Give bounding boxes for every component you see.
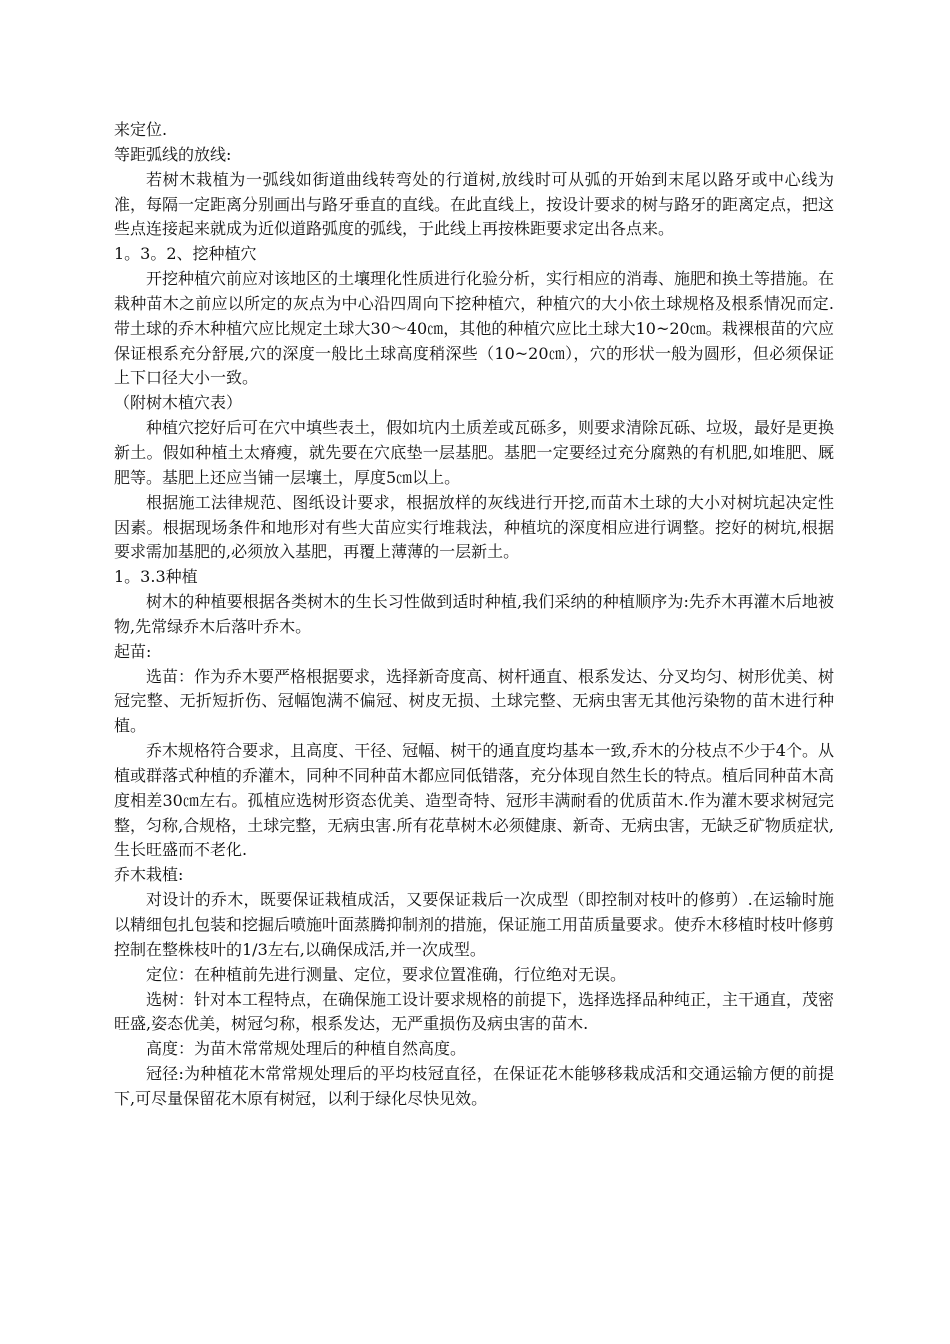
paragraph-excavation-rules: 根据施工法律规范、图纸设计要求，根据放样的灰线进行开挖,而苗木土球的大小对树坑起决定性因素。根据现场条件和地形对有些大苗应实行堆栽法，种植坑的深度相应进行调整。挖好的树坑,根据要求需加基肥的,必须放入基肥，再覆上薄薄的一层新土。 <box>114 492 834 562</box>
note-pit-table: （附树木植穴表） <box>114 393 243 413</box>
paragraph-tree-planting: 对设计的乔木，既要保证栽植成活，又要保证栽后一次成型（即控制对枝叶的修剪）.在运输时施以精细包扎包装和挖掘后喷施叶面蒸腾抑制剂的措施，保证施工用苗质量要求。使乔木移植时枝叶修剪控制在整株枝叶的1/3左右,以确保成活,并一次成型。 <box>114 890 835 959</box>
paragraph-continuation: 来定位. <box>114 120 168 139</box>
paragraph-seedling-selection: 选苗：作为乔木要严格根据要求，选择新奇度高、树杆通直、根系发达、分叉均匀、树形优美、树冠完整、无折短折伤、冠幅饱满不偏冠、树皮无损、土球完整、无病虫害无其他污染物的苗木进行种植。 <box>114 666 835 736</box>
paragraph-height: 高度：为苗木常常规处理后的种植自然高度。 <box>146 1039 467 1059</box>
paragraph-tree-selection: 选树：针对本工程特点，在确保施工设计要求规格的前提下，选择选择品种纯正，主干通直，茂密旺盛,姿态优美，树冠匀称，根系发达，无严重损伤及病虫害的苗木. <box>114 989 835 1034</box>
subheading-tree-planting: 乔木栽植: <box>114 865 184 885</box>
paragraph-dig-pits: 开挖种植穴前应对该地区的土壤理化性质进行化验分析，实行相应的消毒、施肥和换土等措施。在栽种苗木之前应以所定的灰点为中心沿四周向下挖种植穴，种植穴的大小依土球规格及根系情况而定.带土球的乔木种植穴应比规定土球大30～40㎝，其他的种植穴应比土球大10~20㎝。栽裸根苗的穴应保证根系充分舒展,穴的深度一般比土球高度稍深些（10~20㎝），穴的形状一般为圆形，但必须保证上下口径大小一致。 <box>114 269 835 388</box>
paragraph-arc-layout: 若树木栽植为一弧线如街道曲线转弯处的行道树,放线时可从弧的开始到末尾以路牙或中心线为准，每隔一定距离分别画出与路牙垂直的直线。在此直线上，按设计要求的树与路牙的距离定点，把这些点连接起来就成为近似道路弧度的弧线，于此线上再按株距要求定出各点来。 <box>114 169 835 239</box>
paragraph-planting-order: 树木的种植要根据各类树木的生长习性做到适时种植,我们采纳的种植顺序为:先乔木再灌木后地被物,先常绿乔木后落叶乔木。 <box>114 592 834 636</box>
subheading-arc-layout: 等距弧线的放线: <box>114 144 232 164</box>
paragraph-positioning: 定位：在种植前先进行测量、定位，要求位置准确，行位绝对无误。 <box>146 964 627 984</box>
document-page <box>114 118 834 1112</box>
paragraph-pit-soil: 种植穴挖好后可在穴中填些表土，假如坑内土质差或瓦砾多，则要求清除瓦砾、垃圾，最好是更换新土。假如种植土太瘠瘦，就先要在穴底垫一层基肥。基肥一定要经过充分腐熟的有机肥,如堆肥、厩肥等。基肥上还应当铺一层壤土，厚度5㎝以上。 <box>114 418 835 487</box>
paragraph-tree-specs: 乔木规格符合要求，且高度、干径、冠幅、树干的通直度均基本一致,乔木的分枝点不少于4个。从植或群落式种植的乔灌木，同种不同种苗木都应同低错落，充分体现自然生长的特点。植后同种苗木高度相差30㎝左右。孤植应选树形资态优美、造型奇特、冠形丰满耐看的优质苗木.作为灌木要求树冠完整，匀称,合规格，土球完整，无病虫害.所有花草树木必须健康、新奇、无病虫害，无缺乏矿物质症状,生长旺盛而不老化. <box>114 741 835 860</box>
section-heading-dig-pits: 1。3。2、挖种植穴 <box>114 244 257 264</box>
section-heading-planting: 1。3.3种植 <box>114 567 198 587</box>
subheading-lifting: 起苗: <box>114 641 152 661</box>
paragraph-crown-diameter: 冠径:为种植花木常常规处理后的平均枝冠直径，在保证花木能够移栽成活和交通运输方便的前提下,可尽量保留花木原有树冠，以利于绿化尽快见效。 <box>114 1064 834 1108</box>
